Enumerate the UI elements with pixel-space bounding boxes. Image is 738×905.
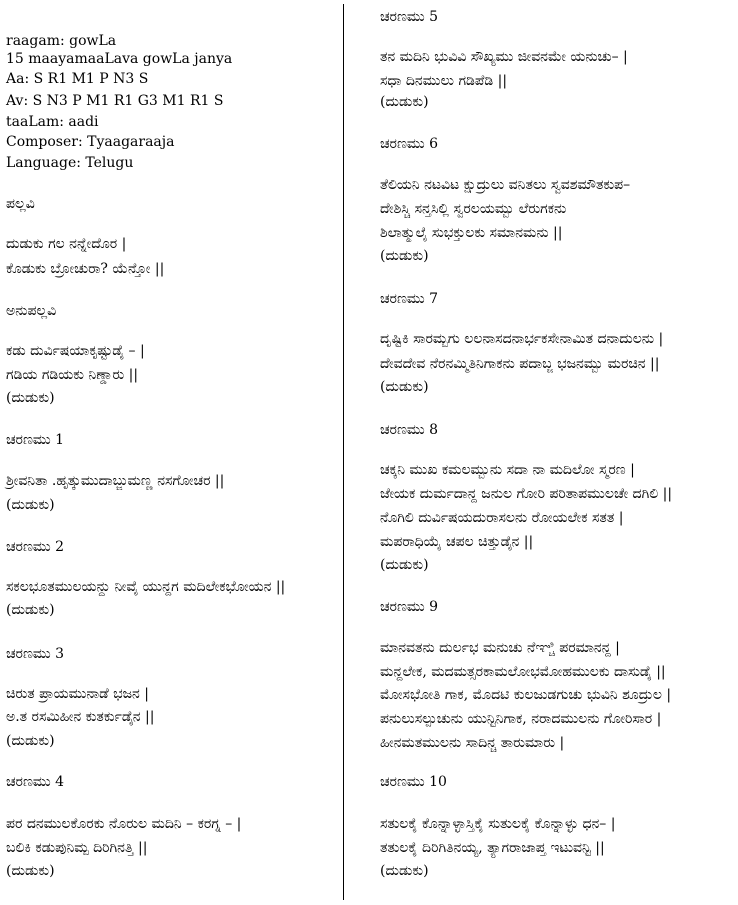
pallavi-line: ದುಡುಕು ಗಲ ನನ್ನೇದೊರ |	[6, 236, 127, 252]
charanam-6-heading: ಚರಣಮು 6	[380, 136, 439, 152]
charanam-3-line: ಅ.ತ ರಸಮಿಹೀನ ಕುತರ್ಕುಡೈನ ||	[6, 709, 155, 725]
arohanam-line: Aa: S R1 M1 P N3 S	[6, 71, 149, 87]
refrain-line: (ದುಡುಕು)	[6, 733, 55, 749]
charanam-5-heading: ಚರಣಮು 5	[380, 9, 439, 25]
charanam-5-line: ಸಧಾ ದಿನಮುಲು ಗಡಿಪೆಡಿ ||	[380, 73, 508, 89]
charanam-4-line: ಪರ ದನಮುಲಕೊರಕು ನೊರುಲ ಮದಿನಿ – ಕರಗ್ನ – |	[6, 816, 242, 832]
avarohanam-line: Av: S N3 P M1 R1 G3 M1 R1 S	[6, 93, 224, 109]
refrain-line: (ದುಡುಕು)	[6, 602, 55, 618]
charanam-1-line: ಶ್ರೀವನಿತಾ .ಹೃತ್ಕುಮುದಾಬ್ಜುಮಣ್ಣ ನಸಗೋಚರ ||	[6, 473, 225, 489]
charanam-7-heading: ಚರಣಮು 7	[380, 291, 439, 307]
charanam-7-line: ದೃಷ್ಟಿಕಿ ಸಾರಮ್ಬಗು ಲಲನಾಸದನಾರ್ಭಕಸೇನಾಮಿತ ದನಾದುಲನು |	[380, 331, 664, 347]
refrain-line: (ದುಡುಕು)	[380, 248, 429, 264]
charanam-3-heading: ಚರಣಮು 3	[6, 646, 65, 662]
charanam-4-heading: ಚರಣಮು 4	[6, 774, 65, 790]
charanam-8-line: ಜೇಯಕ ದುರ್ಮದಾನ್ದ ಜನುಲ ಗೋರಿ ಪರಿತಾಪಮುಲಚೇ ದಗಿಲಿ ||	[380, 486, 673, 502]
charanam-6-line: ಶಿಲಾತ್ಮುಲೈ ಸುಭಕ್ತುಲಕು ಸಮಾನಮನು ||	[380, 225, 563, 241]
charanam-9-line: ಹೀನಮತಮುಲನು ಸಾದಿನ್ಚ ತಾರುಮಾರು |	[380, 735, 565, 751]
refrain-line: (ದುಡುಕು)	[6, 863, 55, 879]
column-divider	[343, 4, 344, 900]
composer-line: Composer: Tyaagaraaja	[6, 134, 175, 150]
charanam-8-line: ನೊಗಿಲಿ ದುರ್ವಿಷಯದುರಾಸಲನು ರೋಯಲೇಕ ಸತತ |	[380, 510, 624, 526]
charanam-2-line: ಸಕಲಭೂತಮುಲಯನ್ದು ನೀವೈ ಯುನ್ದಗ ಮದಿಲೇಕಭೋಯನ ||	[6, 579, 286, 595]
charanam-3-line: ಚಿರುತ ಪ್ರಾಯಮುನಾಡೆ ಭಜನ |	[6, 686, 150, 702]
refrain-line: (ದುಡುಕು)	[6, 390, 55, 406]
refrain-line: (ದುಡುಕು)	[380, 557, 429, 573]
pallavi-line: ಕೊಡುಕು ಬ್ರೋಚುರಾ? ಯೆನ್ತೋ ||	[6, 261, 165, 277]
charanam-9-line: ಮೋಸಭೋತಿ ಗಾಕ, ಮೊದಟಿ ಕುಲಜುಡಗುಚು ಭುವಿನಿ ಶೂದ್ರುಲ |	[380, 687, 672, 703]
charanam-9-line: ಮಾನವತನು ದುರ್ಲಭ ಮನುಚು ನೆಞ್ಚಿ ಪರಮಾನನ್ದ |	[380, 640, 620, 656]
charanam-6-line: ದೇಶಿಸ್ಚಿ ಸನ್ತಸಿಲ್ಲಿ ಸ್ವರಲಯಮ್ಬು ಲೆರುಗಕನು	[380, 201, 567, 217]
charanam-10-line: ತತುಲಕೈ ದಿರಿಗಿತಿನಯ್ಯ, ತ್ಯಾಗರಾಜಾಪ್ತ ಇಟುವನ್ಟಿ ||	[380, 840, 605, 856]
charanam-8-line: ಚಕ್ಕನಿ ಮುಖ ಕಮಲಮ್ಬುನು ಸದಾ ನಾ ಮದಿಲೋ ಸ್ಮರಣ |	[380, 462, 635, 478]
charanam-8-line: ಮಪರಾಧಿಯೈ ಚಪಲ ಚಿತ್ತುಡೈನ ||	[380, 534, 534, 550]
anupallavi-heading: ಅನುಪಲ್ಲವಿ	[6, 303, 57, 319]
raagam-line: raagam: gowLa	[6, 33, 117, 49]
refrain-line: (ದುಡುಕು)	[380, 379, 429, 395]
charanam-7-line: ದೇವದೇವ ನೆರನಮ್ಮಿತಿನಿಗಾಕನು ಪದಾಬ್ಜ ಭಜನಮ್ಬು ಮರಚಿನ ||	[380, 356, 660, 372]
taalam-line: taaLam: aadi	[6, 114, 99, 130]
anupallavi-line: ಗಡಿಯ ಗಡಿಯಕು ನಿಣ್ಡಾರು ||	[6, 367, 139, 383]
anupallavi-line: ಕಡು ದುರ್ವಿಷಯಾಕೃಷ್ಟುಡೈ – |	[6, 343, 145, 359]
parent-raagam-line: 15 maayamaaLava gowLa janya	[6, 51, 233, 67]
charanam-9-line: ಪನುಲುಸಲ್ಪುಚುನು ಯುನ್ಟಿನಿಗಾಕ, ನರಾದಮುಲನು ಗೋರಿಸಾರ |	[380, 711, 662, 727]
charanam-2-heading: ಚರಣಮು 2	[6, 539, 65, 555]
refrain-line: (ದುಡುಕು)	[380, 863, 429, 879]
charanam-8-heading: ಚರಣಮು 8	[380, 422, 439, 438]
charanam-4-line: ಬಲಿಕಿ ಕಡುಪುನಿಮ್ಪ ದಿರಿಗಿನತ್ತಿ ||	[6, 840, 148, 856]
pallavi-heading: ಪಲ್ಲವಿ	[6, 196, 35, 212]
charanam-1-heading: ಚರಣಮು 1	[6, 432, 65, 448]
charanam-6-line: ತೆಲಿಯನಿ ನಟವಿಟ ಕ್ಷುದ್ರುಲು ವನಿತಲು ಸ್ವವಶಮೌತಕುಪ–	[380, 177, 631, 193]
charanam-5-line: ತನ ಮದಿನಿ ಭುವಿವಿ ಸೌಖ್ಯಮು ಜೀವನಮೇ ಯನುಚು– |	[380, 49, 628, 65]
charanam-9-heading: ಚರಣಮು 9	[380, 599, 439, 615]
charanam-10-line: ಸತುಲಕೈ ಕೊನ್ನಾಳ್ಳಾಸ್ತಿಕೈ ಸುತುಲಕೈ ಕೊನ್ನಾಳ್ಳು ಧನ– |	[380, 816, 616, 832]
charanam-10-heading: ಚರಣಮು 10	[380, 774, 447, 790]
language-line: Language: Telugu	[6, 155, 134, 171]
refrain-line: (ದುಡುಕು)	[380, 94, 429, 110]
refrain-line: (ದುಡುಕು)	[6, 497, 55, 513]
charanam-9-line: ಮನ್ದಲೇಕ, ಮದಮತ್ಸರಕಾಮಲೋಭಮೋಹಮುಲಕು ದಾಸುಡೈ ||	[380, 664, 666, 680]
